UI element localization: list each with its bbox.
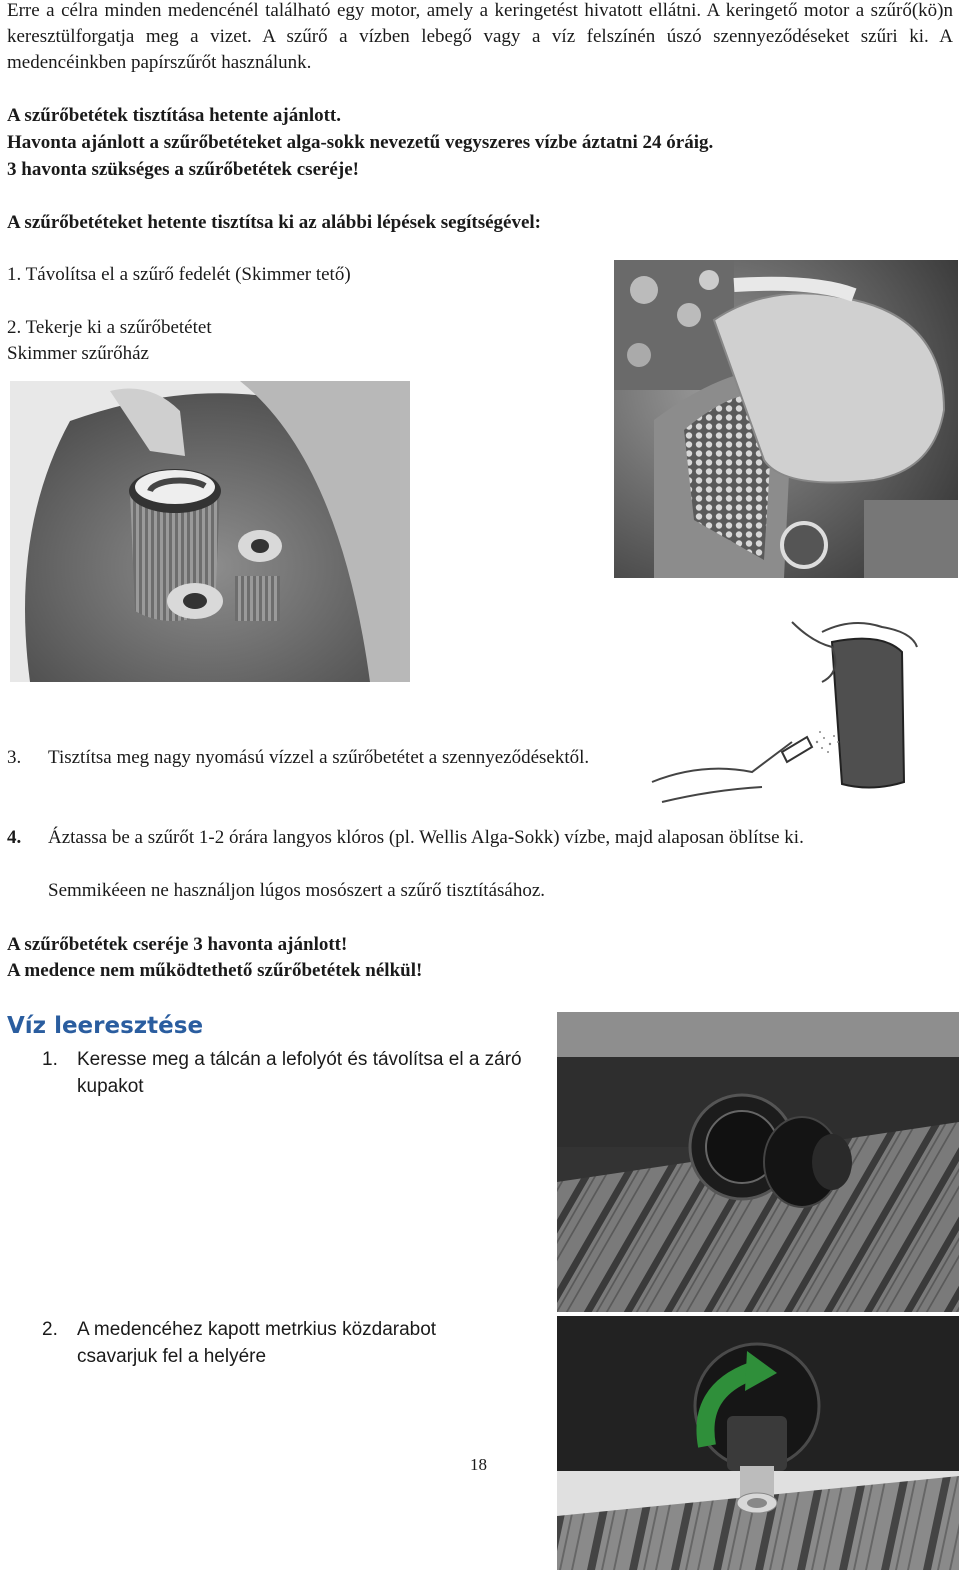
hose-cleaning-sketch [642,612,930,820]
note-quarterly: 3 havonta szükséges a szűrőbetétek cseréje! [7,159,359,180]
step-4-text: Áztassa be a szűrőt 1-2 órára langyos klóros (pl. Wellis Alga-Sokk) vízbe, majd alaposan öblítse ki. [48,827,804,848]
skimmer-caption: Skimmer szűrőház [7,343,149,364]
warning-no-operation: A medence nem működtethető szűrőbetétek nélkül! [7,960,423,981]
drain-step-1-number: 1. [42,1049,58,1070]
steps-heading: A szűrőbetéteket hetente tisztítsa ki az alábbi lépések segítségével: [7,212,542,233]
drain-step-2-text: A medencéhez kapott metrkius közdarabot csavarjuk fel a helyére [77,1319,437,1367]
step-3-text: Tisztítsa meg nagy nyomású vízzel a szűrőbetétet a szennyeződésektől. [48,747,590,768]
skimmer-lid-photo [614,260,958,578]
drain-step-1-text: Keresse meg a tálcán a lefolyót és távolítsa el a záró kupakot [77,1049,522,1097]
step-3-number: 3. [7,747,22,768]
drain-adapter-photo [557,1316,959,1570]
drain-step-2-number: 2. [42,1319,58,1340]
page-number: 18 [470,1455,487,1474]
note-monthly: Havonta ajánlott a szűrőbetéteket alga-sokk nevezetű vegyszeres vízbe áztatni 24 óráig. [7,132,714,153]
section-title-drain: Víz leeresztése [7,1013,204,1039]
drain-cap-photo [557,1012,959,1312]
step-4-number: 4. [7,827,22,848]
step-4-warning: Semmikéeen ne használjon lúgos mosószert a szűrő tisztításához. [48,880,546,901]
warning-replace: A szűrőbetétek cseréje 3 havonta ajánlott! [7,934,348,955]
step-2: 2. Tekerje ki a szűrőbetétet [7,317,212,338]
intro-paragraph: Erre a célra minden medencénél található egy motor, amely a keringetést hivatott ellátni. A keringető motor a szűrő(kö)n keresztülforgatja meg a vizet. A szűrő a vízben lebegő vagy a víz felszínén úszó szennyeződéseket szűri ki. A medencéinkben papírszűrőt használunk. [7,0,953,73]
note-weekly: A szűrőbetétek tisztítása hetente ajánlott. [7,105,342,126]
filter-twist-photo [10,381,410,682]
step-1: 1. Távolítsa el a szűrő fedelét (Skimmer tető) [7,264,351,285]
